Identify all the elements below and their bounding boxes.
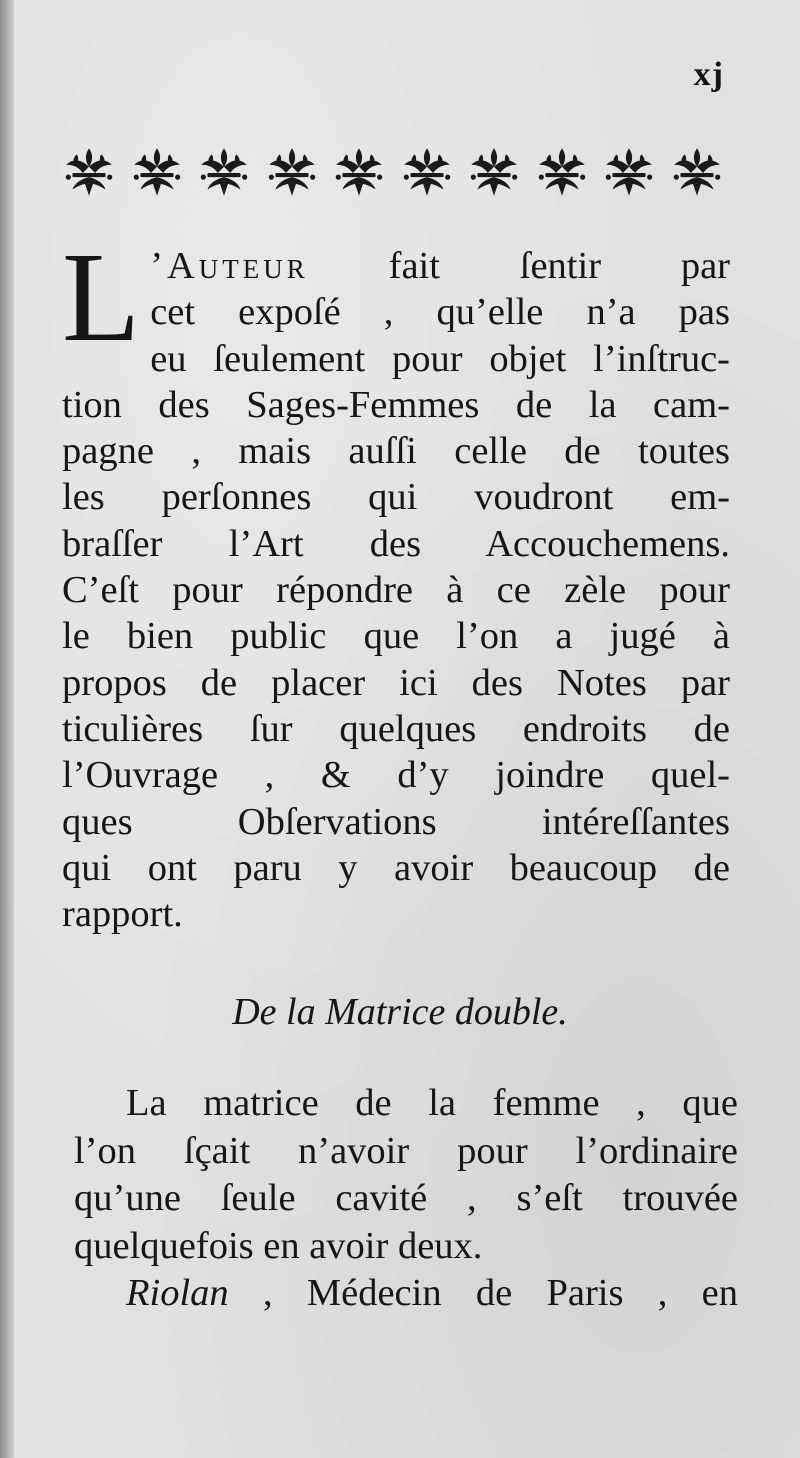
text-line: pagne , mais auſſi celle de toutes [62,430,730,473]
text-line [74,1270,738,1318]
text-line: ticulières ſur quelques endroits de [62,707,730,750]
text-line: tion des Sages-Femmes de la cam- [62,383,730,426]
fleuron-icon [261,142,323,204]
fleuron-icon [598,142,660,204]
text-line: qui ont paru y avoir beaucoup de [62,846,730,889]
fleuron-icon [58,142,120,204]
text-line: l’Ouvrage , & d’y joindre quel- [62,754,730,797]
text-line: propos de placer ici des Notes par [62,661,730,704]
small-caps-word: ’Auteur [150,245,309,287]
text-fragment: fait ſentir par [388,245,730,287]
text-line [62,243,730,289]
paragraph-intro [62,226,730,937]
text-line: C’eſt pour répondre à ce zèle pour [62,569,730,612]
text-line: quelquefois en avoir deux. [74,1224,483,1267]
fleuron-icon [126,142,188,204]
fleuron-icon [328,142,390,204]
text-line: eu ſeulement pour objet l’inſtruc- [150,337,730,380]
fleuron-icon [666,142,728,204]
fleuron-ornament-band [58,138,728,208]
text-line: les perſonnes qui voudront em- [62,476,730,519]
page-gutter-shadow [0,0,14,1458]
text-line: l’on ſçait n’avoir pour l’ordinaire [74,1129,738,1172]
text-fragment: , Médecin de Paris , en [262,1272,739,1314]
drop-cap: L [62,226,141,368]
text-line: le bien public que l’on a jugé à [62,615,730,658]
text-line: rapport. [62,893,183,936]
text-line: braſſer l’Art des Accouchemens. [62,522,730,565]
fleuron-icon [193,142,255,204]
fleuron-icon [396,142,458,204]
paragraph-matrice [74,1080,738,1318]
text-line: qu’une ſeule cavité , s’eſt trouvée [74,1177,738,1219]
text-line: La matrice de la femme , que [126,1082,738,1124]
text-line: ques Obſervations intéreſſantes [62,800,730,843]
fleuron-icon [531,142,593,204]
section-heading: De la Matrice double. [232,991,568,1033]
text-line: cet expoſé , qu’elle n’a pas [150,291,730,334]
italic-name: Riolan [126,1272,229,1314]
page-number: xj [693,56,724,93]
fleuron-icon [463,142,525,204]
